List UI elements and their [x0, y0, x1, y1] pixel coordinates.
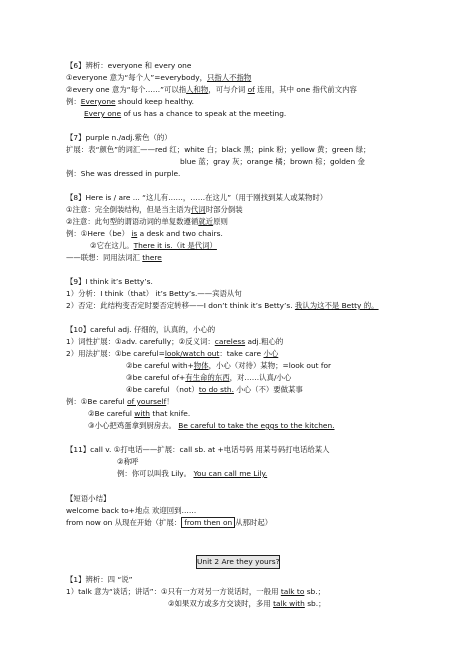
underlined-text: 有生命的东西 — [185, 373, 230, 382]
s10-line-7 — [88, 409, 190, 419]
underlined-text: look/watch out — [164, 349, 220, 358]
s11-title: 【11】call v. ①打电话——扩展：call sb. at +电话号码 用某号码打电话给某人 — [66, 445, 330, 454]
text: ①注意：完全倒装结构，但是当主语为 — [66, 205, 191, 214]
boxed-text: from then on — [181, 517, 235, 528]
s10-line-3 — [126, 361, 331, 371]
underlined-text: talk to — [280, 587, 305, 596]
s10-line-2 — [66, 349, 278, 359]
text: ③be careful of+ — [126, 373, 186, 382]
text: ②如果双方或多方交谈时，多用 — [168, 599, 274, 608]
unit2-line-1 — [66, 587, 325, 597]
text: ，小心（对待）某物； — [208, 361, 283, 370]
text: that knife. — [149, 409, 191, 418]
text: ①everyone 意为“每个人”=everybody， — [66, 73, 207, 82]
text: =look out for — [282, 361, 332, 370]
underlined-text: Everyone — [80, 97, 116, 106]
text: I don’t think it’s Betty’s. — [203, 301, 293, 310]
text: adj.粗心的 — [245, 337, 284, 346]
s10-title: 【10】careful adj. 仔细的，认真的，小心的 — [66, 325, 216, 334]
text: sb.； — [304, 599, 326, 608]
s6-line-4 — [84, 109, 286, 119]
text: 例：①Here（be） — [66, 229, 132, 238]
text: ：take care — [219, 349, 264, 358]
s7-line-3: 例：She was dressed in purple. — [66, 169, 181, 178]
unit2-s1-title: 【1】辨析：四 “说” — [66, 575, 133, 584]
text: 原则 — [213, 217, 228, 226]
text: ！ — [166, 397, 174, 406]
s8-line-5 — [66, 253, 162, 263]
s11-line-2 — [117, 469, 267, 479]
text: 1）talk 意为“谈话；讲话”：①只有一方对另一方说话时，一般用 — [66, 587, 281, 596]
underlined-text: of yourself — [127, 397, 167, 406]
text: ——联想：同用法词汇 — [66, 253, 143, 262]
s10-line-6 — [66, 397, 174, 407]
text: 2）用法扩展：①be careful= — [66, 349, 165, 358]
text: ③小心把鸡蛋拿到厨房去。 — [88, 421, 176, 430]
underlined-text: 我认为这不是 Betty 的。 — [294, 301, 379, 310]
s9-line-2 — [66, 301, 379, 311]
s11-line-1: ②称呼 — [117, 457, 139, 466]
underlined-text: 代词 — [190, 205, 206, 214]
text: 例： — [66, 97, 81, 106]
text: sb.； — [304, 587, 325, 596]
s7-line-1: 扩展：表“颜色”的词汇——red 红；white 白；black 黑；pink 粉；yellow 黄；green 绿； — [66, 145, 371, 154]
underlined-text: 物体 — [193, 361, 209, 370]
text: ②be careful with+ — [126, 361, 194, 370]
text: 从那时起） — [235, 518, 273, 527]
text: from now on 从现在开始（扩展： — [66, 518, 182, 527]
underlined-text: Be careful to take the eggs to the kitchen. — [178, 421, 335, 430]
s7-line-2: blue 蓝；gray 灰；orange 橘；brown 棕；golden 金 — [180, 157, 365, 166]
s6-line-2 — [66, 85, 357, 95]
s6-title: 【6】辨析：everyone 和 every one — [66, 61, 192, 70]
phrases-title: 【短语小结】 — [66, 494, 111, 503]
s8-line-1 — [66, 205, 243, 215]
underlined-text: 小心 — [263, 349, 279, 358]
s10-line-4 — [126, 373, 291, 383]
phrases-line-2 — [66, 518, 272, 528]
text: 小心（不）要做某事 — [233, 385, 303, 394]
s8-line-3 — [66, 229, 223, 239]
text: ，可与介词 — [208, 85, 248, 94]
s9-line-1: 1）分析：I think（that） it’s Betty’s.——宾语从句 — [66, 289, 242, 298]
unit-heading: Unit 2 Are they yours? — [196, 555, 280, 569]
underlined-text: there — [142, 253, 162, 262]
text: ②它在这儿。 — [90, 241, 134, 250]
s8-line-2 — [66, 217, 228, 227]
underlined-text: of — [247, 85, 255, 94]
text: should keep healthy. — [115, 97, 194, 106]
s10-line-8 — [88, 421, 335, 431]
text: 1）词性扩展：①adv. carefully；②反义词： — [66, 337, 215, 346]
text: 例：①Be careful — [66, 397, 128, 406]
unit2-line-2 — [168, 599, 326, 609]
s10-line-1 — [66, 337, 283, 347]
s9-title: 【9】I think it’s Betty’s. — [66, 277, 153, 286]
s10-line-5 — [126, 385, 303, 395]
text: of us has a chance to speak at the meeting. — [121, 109, 287, 118]
underlined-text: with — [134, 409, 150, 418]
phrases-line-1: welcome back to+地点 欢迎回到…… — [66, 506, 197, 515]
s8-title: 【8】Here is / are ... “这儿有……，……在这儿”（用于刚找到某人或某物时） — [66, 193, 328, 202]
underlined-text: 人和物 — [186, 85, 209, 94]
underlined-text: 只指人不指物 — [206, 73, 252, 82]
text: ②every one 意为“每个……”可以指 — [66, 85, 187, 94]
text: 例：你可以叫我 Lily。 — [117, 469, 192, 478]
underlined-text: You can call me Lily. — [193, 469, 268, 478]
s7-title: 【7】purple n./adj.紫色（的） — [66, 133, 172, 142]
underlined-text: 就近 — [198, 217, 214, 226]
underlined-text: There it is.（it 是代词） — [133, 241, 217, 250]
text: ②Be careful — [88, 409, 135, 418]
text: ④be careful （not） — [126, 385, 199, 394]
underlined-text: talk with — [273, 599, 305, 608]
s6-line-3 — [66, 97, 194, 107]
text: ②注意：此句型的谓语动词的单复数遵循 — [66, 217, 199, 226]
text: 2）否定：此结构变否定时要否定转移—— — [66, 301, 204, 310]
underlined-text: is — [131, 229, 138, 238]
text: a desk and two chairs. — [137, 229, 223, 238]
underlined-text: Every one — [84, 109, 122, 118]
underlined-text: to do sth. — [198, 385, 234, 394]
s8-line-4 — [90, 241, 217, 251]
s6-line-1 — [66, 73, 251, 83]
underlined-text: careless — [214, 337, 246, 346]
text: 连用，其中 one 指代前文内容 — [254, 85, 357, 94]
text: ，对……认真/小心 — [229, 373, 292, 382]
text: 时部分倒装 — [205, 205, 243, 214]
